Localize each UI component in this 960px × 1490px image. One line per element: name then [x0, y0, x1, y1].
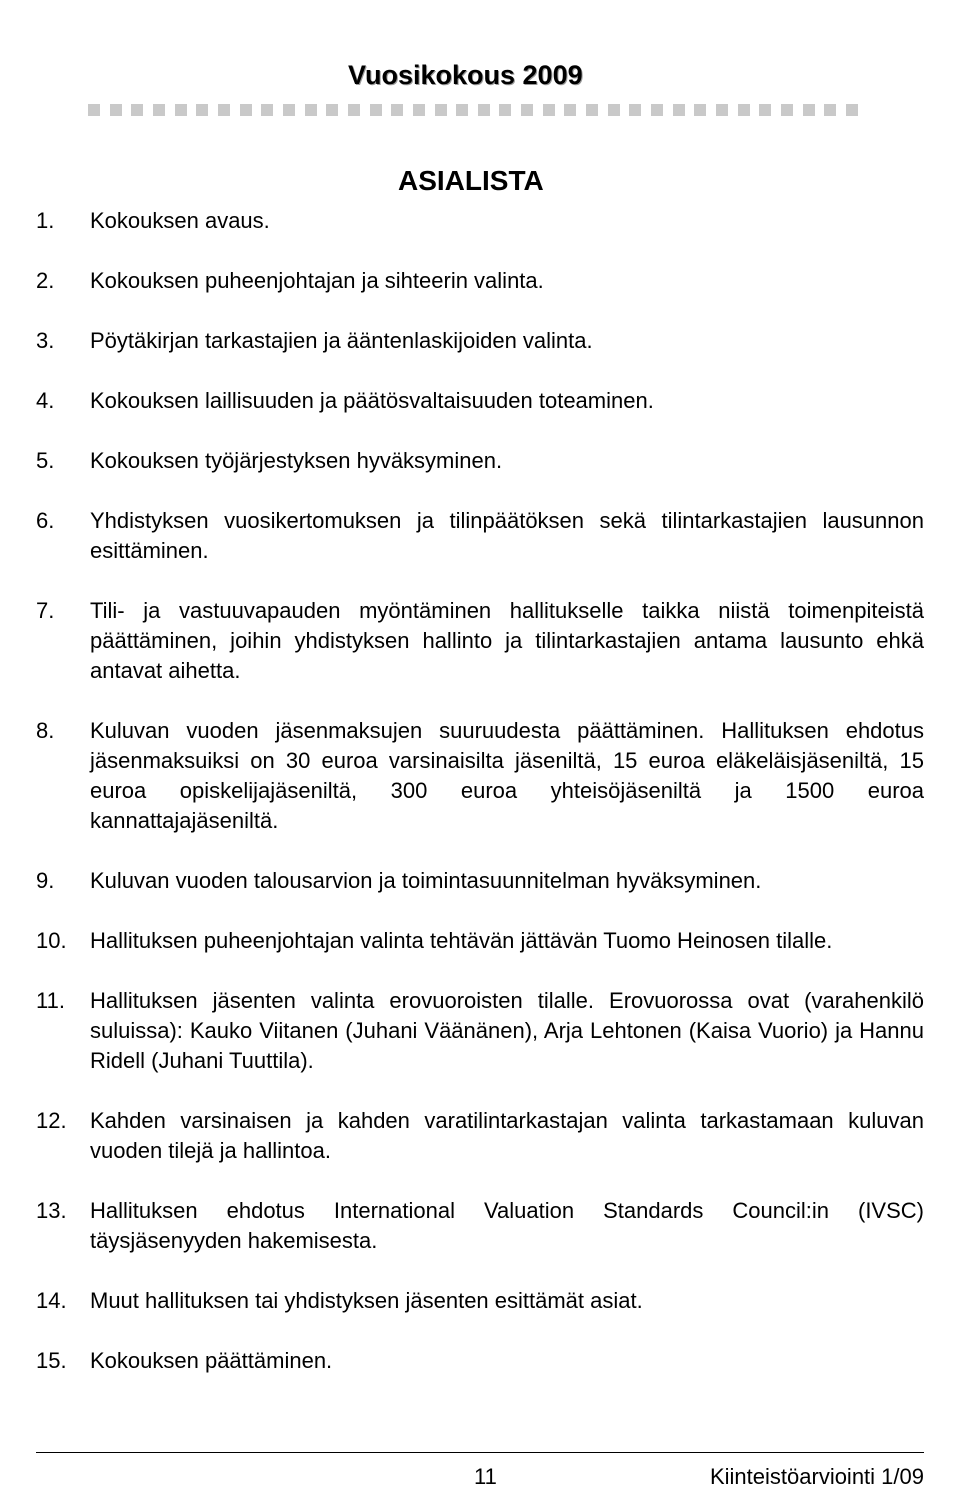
- agenda-item-text: Muut hallituksen tai yhdistyksen jäsenten esittämät asiat.: [90, 1288, 643, 1313]
- agenda-item: [36, 1196, 924, 1256]
- agenda-item-number: 1.: [36, 208, 55, 233]
- agenda-item-text: Hallituksen jäsenten valinta erovuoroisten tilalle. Erovuorossa ovat (varahenkilö suluissa): Kauko Viitanen (Juhani Väänänen), Arja Lehtonen (Kaisa Vuorio) ja Hannu Ridell (Juhani Tuuttila).: [90, 988, 924, 1073]
- footer-publication: Kiinteistöarviointi 1/09: [709, 1464, 924, 1489]
- agenda-item-text: Hallituksen puheenjohtajan valinta tehtävän jättävän Tuomo Heinosen tilalle.: [90, 928, 833, 953]
- agenda-item-number: 4.: [36, 388, 55, 413]
- agenda-item-text: Kuluvan vuoden talousarvion ja toimintasuunnitelman hyväksyminen.: [90, 868, 762, 893]
- agenda-item: [36, 446, 924, 476]
- agenda-item: [36, 1286, 924, 1316]
- agenda-item-number: 8.: [36, 718, 55, 743]
- agenda-heading: ASIALISTA: [398, 165, 544, 196]
- agenda-item: [36, 716, 924, 836]
- agenda-item: [36, 1106, 924, 1166]
- agenda-item: [36, 866, 924, 896]
- agenda-item-number: 5.: [36, 448, 55, 473]
- agenda-item: [36, 206, 924, 236]
- document-title: Vuosikokous 2009: [348, 60, 583, 90]
- agenda-item-number: 12.: [36, 1108, 67, 1133]
- agenda-item: [36, 326, 924, 356]
- agenda-item-number: 3.: [36, 328, 55, 353]
- agenda-item-text: Tili- ja vastuuvapauden myöntäminen hallitukselle taikka niistä toimenpiteistä päättäminen, joihin yhdistyksen hallinto ja tilintarkastajien antama lausunto ehkä antavat aihetta.: [90, 598, 924, 683]
- agenda-item-number: 11.: [36, 988, 65, 1013]
- agenda-item: [36, 986, 924, 1076]
- agenda-item: [36, 266, 924, 296]
- agenda-item-text: Kuluvan vuoden jäsenmaksujen suuruudesta päättäminen. Hallituksen ehdotus jäsenmaksuiksi on 30 euroa varsinaisilta jäseniltä, 15 euroa eläkeläisjäseniltä, 15 euroa opiskelijajäseniltä, 300 euroa yhteisöjäseniltä ja 1500 euroa kannattajajäseniltä.: [90, 718, 924, 833]
- agenda-item-number: 6.: [36, 508, 55, 533]
- agenda-item: [36, 386, 924, 416]
- agenda-item-number: 15.: [36, 1348, 67, 1373]
- agenda-item-text: Pöytäkirjan tarkastajien ja ääntenlaskijoiden valinta.: [90, 328, 593, 353]
- agenda-item: [36, 506, 924, 566]
- agenda-item: [36, 926, 924, 956]
- agenda-item-number: 10.: [36, 928, 67, 953]
- agenda-item-number: 7.: [36, 598, 55, 623]
- agenda-item-number: 2.: [36, 268, 55, 293]
- agenda-item-text: Kokouksen päättäminen.: [90, 1348, 333, 1373]
- footer-divider: [36, 1452, 924, 1453]
- agenda-item-number: 14.: [36, 1288, 67, 1313]
- agenda-item: [36, 1346, 924, 1376]
- footer-page-number: 11: [474, 1464, 497, 1489]
- agenda-item-text: Kokouksen työjärjestyksen hyväksyminen.: [90, 448, 503, 473]
- agenda-list: [36, 206, 924, 1376]
- agenda-item-text: Yhdistyksen vuosikertomuksen ja tilinpäätöksen sekä tilintarkastajien lausunnon esittäminen.: [90, 508, 924, 563]
- decorative-dot-separator: [88, 104, 858, 117]
- agenda-item-text: Hallituksen ehdotus International Valuation Standards Council:in (IVSC) täysjäsenyyden hakemisesta.: [90, 1198, 924, 1253]
- agenda-item-text: Kahden varsinaisen ja kahden varatilintarkastajan valinta tarkastamaan kuluvan vuoden tilejä ja hallintoa.: [90, 1108, 924, 1163]
- agenda-item-text: Kokouksen avaus.: [90, 208, 270, 233]
- agenda-item-number: 9.: [36, 868, 55, 893]
- agenda-item-text: Kokouksen puheenjohtajan ja sihteerin valinta.: [90, 268, 544, 293]
- agenda-item-text: Kokouksen laillisuuden ja päätösvaltaisuuden toteaminen.: [90, 388, 654, 413]
- agenda-item-number: 13.: [36, 1198, 67, 1223]
- agenda-item: [36, 596, 924, 686]
